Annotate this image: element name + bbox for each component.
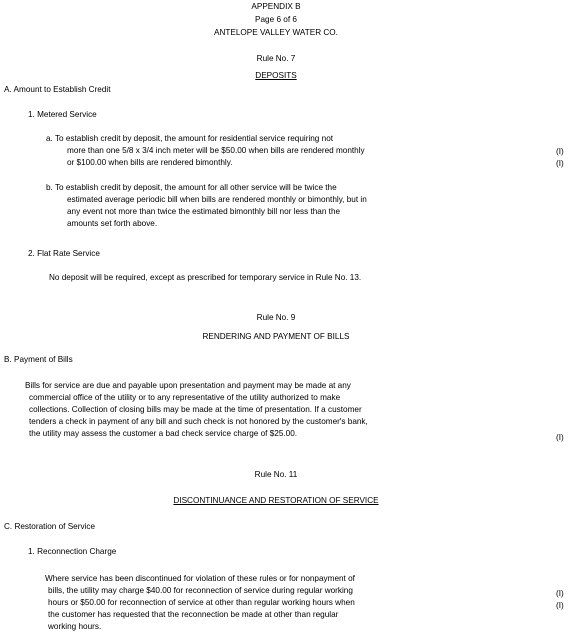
- rule-11-subtitle: DISCONTINUANCE AND RESTORATION OF SERVICE: [173, 496, 379, 505]
- margin-mark: (I): [556, 433, 564, 442]
- appendix-label: APPENDIX B: [251, 2, 301, 11]
- margin-mark: (I): [556, 159, 564, 168]
- paragraph-line: working hours.: [48, 622, 102, 631]
- margin-mark: (I): [556, 589, 564, 598]
- paragraph-line: collections. Collection of closing bills may be made at the time of presentation. If a customer: [29, 405, 362, 414]
- paragraph-line: tenders a check in payment of any bill and such check is not honored by the customer's bank,: [29, 417, 368, 426]
- paragraph-b-line: any event not more than twice the estimated bimonthly bill nor less than the: [67, 207, 341, 216]
- rule-11-title: Rule No. 11: [254, 470, 298, 479]
- paragraph-a-line: or $100.00 when bills are rendered bimonthly.: [67, 158, 233, 167]
- paragraph-b-line: b. To establish credit by deposit, the amount for all other service will be twice the: [46, 183, 337, 192]
- paragraph-b-line: amounts set forth above.: [67, 219, 158, 228]
- rule-9-subtitle: RENDERING AND PAYMENT OF BILLS: [202, 332, 350, 341]
- paragraph-line: the utility may assess the customer a bad check service charge of $25.00.: [29, 429, 298, 438]
- paragraph-line: commercial office of the utility or to any representative of the utility authorized to make: [29, 393, 341, 402]
- margin-mark: (I): [556, 147, 564, 156]
- paragraph-a-line: more than one 5/8 x 3/4 inch meter will be $50.00 when bills are rendered monthly: [67, 146, 365, 155]
- paragraph-line: Where service has been discontinued for violation of these rules or for nonpayment of: [45, 574, 355, 583]
- paragraph-line: bills, the utility may charge $40.00 for reconnection of service during regular working: [48, 586, 353, 595]
- flat-rate-text: No deposit will be required, except as prescribed for temporary service in Rule No. 13.: [49, 273, 362, 282]
- rule-7-subtitle: DEPOSITS: [255, 71, 297, 80]
- paragraph-line: Bills for service are due and payable upon presentation and payment may be made at any: [25, 381, 351, 390]
- flat-rate-service-heading: 2. Flat Rate Service: [28, 249, 100, 258]
- reconnection-paragraph: [45, 573, 355, 633]
- section-a-heading: A. Amount to Establish Credit: [4, 85, 111, 94]
- reconnection-charge-heading: 1. Reconnection Charge: [28, 547, 117, 556]
- rule-9-title: Rule No. 9: [256, 313, 296, 322]
- metered-service-heading: 1. Metered Service: [28, 110, 97, 119]
- paragraph-b-line: estimated average periodic bill when bills are rendered monthly or bimonthly, but in: [67, 195, 367, 204]
- payment-of-bills-paragraph: [25, 380, 368, 440]
- paragraph-a: [46, 133, 365, 169]
- paragraph-a-line: a. To establish credit by deposit, the amount for residential service requiring not: [46, 134, 334, 143]
- section-b-heading: B. Payment of Bills: [4, 355, 73, 364]
- page-number: Page 6 of 6: [255, 15, 297, 24]
- margin-mark: (I): [556, 601, 564, 610]
- rule-7-title: Rule No. 7: [256, 54, 296, 63]
- paragraph-line: the customer has requested that the reconnection be made at other than regular: [48, 610, 339, 619]
- company-name: ANTELOPE VALLEY WATER CO.: [214, 28, 338, 37]
- paragraph-b: [46, 182, 367, 230]
- paragraph-line: hours or $50.00 for reconnection of service at other than regular working hours when: [48, 598, 355, 607]
- section-c-heading: C. Restoration of Service: [4, 522, 96, 531]
